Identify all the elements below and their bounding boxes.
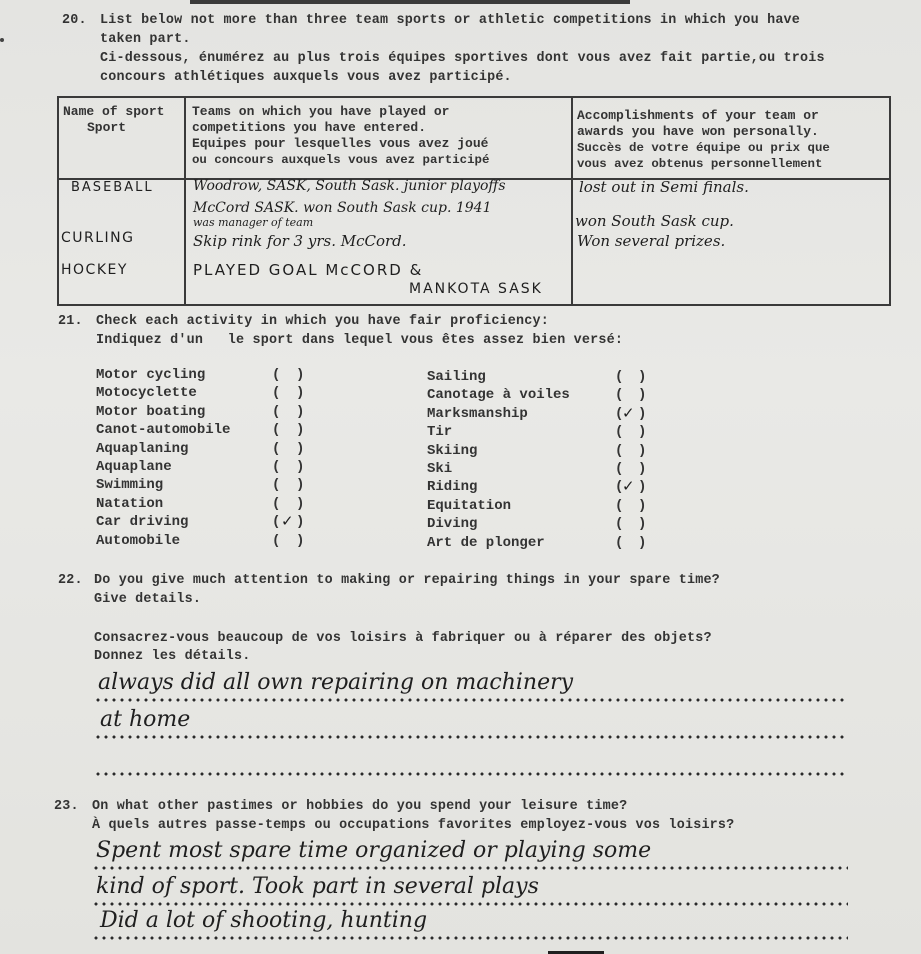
- activity-label: Swimming: [96, 477, 164, 494]
- checkbox-open-paren[interactable]: (: [615, 497, 624, 514]
- activity-label: Motocyclette: [96, 385, 197, 402]
- q22-answer-line-3: [94, 772, 844, 776]
- q22-number: 22.: [58, 573, 83, 588]
- row-accomplishments-curling: Won several prizes.: [577, 232, 726, 250]
- row-sport-hockey: HOCKEY: [61, 262, 128, 278]
- activity-label: Automobile: [96, 532, 181, 549]
- row-sport-baseball: BASEBALL: [71, 180, 154, 195]
- q20-line3: Ci-dessous, énumérez au plus trois équipes sportives dont vous avez fait partie,ou trois: [100, 51, 825, 66]
- checkbox-close-paren[interactable]: ): [296, 422, 305, 439]
- q23-answer-line-2: [92, 902, 848, 906]
- activity-label: Car driving: [96, 514, 189, 531]
- check-mark-icon[interactable]: ✓: [622, 403, 635, 422]
- activity-label: Ski: [427, 461, 453, 477]
- checkbox-close-paren[interactable]: ): [638, 442, 647, 459]
- row-teams-hockey-2: MANKOTA SASK: [409, 281, 543, 297]
- checkbox-open-paren[interactable]: (: [615, 442, 624, 459]
- q23-line2: À quels autres passe-temps ou occupations favorites employez-vous vos loisirs?: [92, 818, 735, 833]
- row-teams-curling: Skip rink for 3 yrs. McCord.: [193, 232, 407, 250]
- activity-label: Art de plonger: [427, 534, 545, 551]
- q22-line1: Do you give much attention to making or repairing things in your spare time?: [94, 573, 720, 588]
- q22-line3: Consacrez-vous beaucoup de vos loisirs à fabriquer ou à réparer des objets?: [94, 631, 712, 646]
- checkbox-close-paren[interactable]: ): [296, 367, 305, 383]
- activity-label: Skiing: [427, 442, 478, 459]
- checkbox-close-paren[interactable]: ): [638, 387, 647, 404]
- q22-answer-2[interactable]: at home: [100, 707, 191, 732]
- q21-line1: Check each activity in which you have fair proficiency:: [96, 314, 549, 329]
- checkbox-open-paren[interactable]: (: [272, 459, 281, 475]
- q23-answer-3[interactable]: Did a lot of shooting, hunting: [100, 908, 428, 933]
- q23-answer-line-1: [92, 866, 848, 870]
- checkbox-close-paren[interactable]: ): [638, 516, 647, 533]
- checkbox-open-paren[interactable]: (: [272, 514, 281, 531]
- checkbox-open-paren[interactable]: (: [615, 479, 624, 496]
- checkbox-open-paren[interactable]: (: [615, 516, 624, 533]
- q22-answer-line-2: [94, 735, 844, 739]
- q22-answer-line-1: [94, 698, 844, 702]
- checkbox-open-paren[interactable]: (: [615, 424, 624, 441]
- row-teams-baseball-3: was manager of team: [193, 216, 314, 229]
- checkbox-close-paren[interactable]: ): [296, 495, 305, 512]
- q20-number: 20.: [62, 13, 87, 28]
- checkbox-open-paren[interactable]: (: [615, 387, 624, 404]
- header-accomplishments-2: awards you have won personally.: [577, 124, 819, 139]
- checkbox-open-paren[interactable]: (: [615, 461, 624, 477]
- check-mark-icon[interactable]: ✓: [622, 477, 635, 496]
- q23-answer-line-3: [92, 936, 848, 940]
- checkbox-open-paren[interactable]: (: [272, 495, 281, 512]
- q21-number: 21.: [58, 314, 83, 329]
- activity-label: Aquaplaning: [96, 440, 189, 457]
- q20-line1: List below not more than three team sports or athletic competitions in which you have: [100, 13, 801, 28]
- checkbox-close-paren[interactable]: ): [638, 424, 647, 441]
- checkbox-close-paren[interactable]: ): [638, 497, 647, 514]
- activity-label: Riding: [427, 479, 478, 496]
- checkbox-open-paren[interactable]: (: [272, 422, 281, 439]
- checkbox-close-paren[interactable]: ): [296, 403, 305, 420]
- activity-label: Motor cycling: [96, 367, 206, 383]
- header-teams-2: competitions you have entered.: [192, 120, 427, 135]
- q23-answer-1[interactable]: Spent most spare time organized or playing some: [96, 838, 652, 863]
- checkbox-close-paren[interactable]: ): [296, 459, 305, 475]
- checkbox-close-paren[interactable]: ): [638, 369, 647, 385]
- col-divider-1: [184, 98, 186, 304]
- q23-line1: On what other pastimes or hobbies do you spend your leisure time?: [92, 799, 628, 814]
- activity-label: Motor boating: [96, 403, 206, 420]
- header-teams-1: Teams on which you have played or: [192, 104, 450, 119]
- margin-mark: [0, 38, 4, 42]
- row-sport-curling: CURLING: [61, 230, 135, 246]
- q21-line2: Indiquez d'un le sport dans lequel vous êtes assez bien versé:: [96, 333, 624, 348]
- header-sport-en: Name of sport: [63, 104, 165, 119]
- activity-label: Sailing: [427, 369, 486, 385]
- checkbox-open-paren[interactable]: (: [272, 385, 281, 402]
- check-mark-icon[interactable]: ✓: [281, 512, 294, 531]
- activity-label: Aquaplane: [96, 459, 172, 475]
- activity-label: Marksmanship: [427, 405, 528, 422]
- q20-line4: concours athlétiques auxquels vous avez participé.: [100, 70, 512, 85]
- checkbox-close-paren[interactable]: ): [638, 405, 647, 422]
- top-edge-bar: [190, 0, 630, 4]
- header-sport-fr: Sport: [87, 120, 127, 135]
- activity-label: Equitation: [427, 497, 512, 514]
- header-accomplishments-1: Accomplishments of your team or: [577, 108, 819, 123]
- activity-label: Diving: [427, 516, 478, 533]
- checkbox-open-paren[interactable]: (: [615, 405, 624, 422]
- checkbox-open-paren[interactable]: (: [272, 440, 281, 457]
- checkbox-open-paren[interactable]: (: [272, 367, 281, 383]
- row-accomplishments-baseball-2: won South Sask cup.: [575, 212, 734, 230]
- activity-label: Canot-automobile: [96, 422, 231, 439]
- checkbox-open-paren[interactable]: (: [615, 369, 624, 385]
- checkbox-open-paren[interactable]: (: [272, 403, 281, 420]
- checkbox-open-paren[interactable]: (: [272, 477, 281, 494]
- checkbox-close-paren[interactable]: ): [296, 477, 305, 494]
- checkbox-close-paren[interactable]: ): [296, 440, 305, 457]
- header-teams-4: ou concours auxquels vous avez participé: [192, 153, 490, 167]
- q22-answer-1[interactable]: always did all own repairing on machinery: [98, 670, 574, 695]
- header-accomplishments-4: vous avez obtenus personnellement: [577, 157, 823, 171]
- q23-number: 23.: [54, 799, 79, 814]
- row-teams-hockey-1: PLAYED GOAL McCORD &: [193, 261, 424, 279]
- row-teams-baseball-2: McCord SASK. won South Sask cup. 1941: [193, 200, 492, 216]
- checkbox-open-paren[interactable]: (: [615, 534, 624, 551]
- activity-label: Canotage à voiles: [427, 387, 570, 404]
- q22-line4: Donnez les détails.: [94, 649, 251, 664]
- checkbox-close-paren[interactable]: ): [296, 514, 305, 531]
- row-teams-baseball-1: Woodrow, SASK, South Sask. junior playoffs: [193, 178, 506, 194]
- col-divider-2: [571, 98, 573, 304]
- checkbox-close-paren[interactable]: ): [638, 461, 647, 477]
- checkbox-close-paren[interactable]: ): [638, 479, 647, 496]
- checkbox-open-paren[interactable]: (: [272, 532, 281, 549]
- q20-line2: taken part.: [100, 32, 191, 47]
- q23-answer-2[interactable]: kind of sport. Took part in several plays: [96, 874, 539, 899]
- activity-label: Tir: [427, 424, 453, 441]
- checkbox-close-paren[interactable]: ): [296, 532, 305, 549]
- row-accomplishments-baseball-1: lost out in Semi finals.: [579, 178, 749, 196]
- header-teams-3: Equipes pour lesquelles vous avez joué: [192, 136, 489, 151]
- activity-label: Natation: [96, 495, 164, 512]
- sports-table: [57, 96, 891, 306]
- header-accomplishments-3: Succès de votre équipe ou prix que: [577, 141, 830, 155]
- checkbox-close-paren[interactable]: ): [638, 534, 647, 551]
- q22-line2: Give details.: [94, 592, 202, 607]
- checkbox-close-paren[interactable]: ): [296, 385, 305, 402]
